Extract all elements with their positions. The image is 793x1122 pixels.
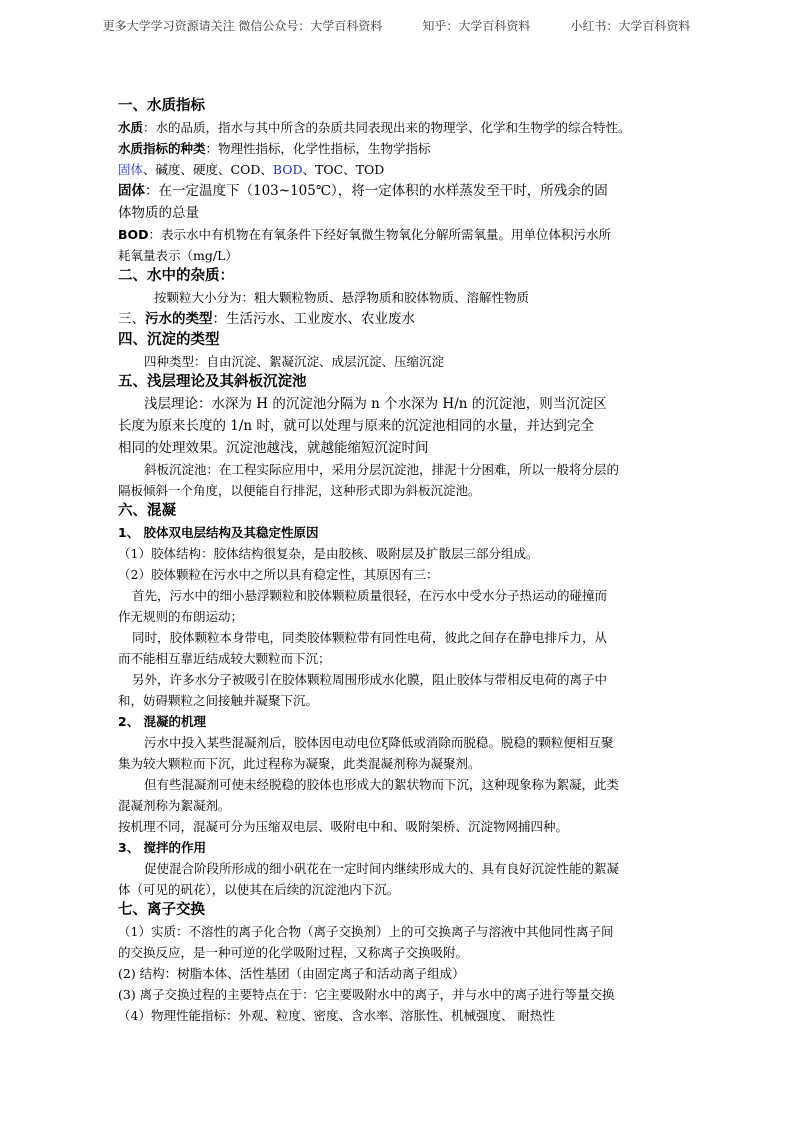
impurity-classification: 按颗粒大小分为：粗大颗粒物质、悬浮物质和胶体物质、溶解性物质 (154, 290, 530, 305)
section-5-title: 五、浅层理论及其斜板沉淀池 (118, 374, 307, 390)
section-2-title: 二、水中的杂质： (118, 268, 234, 284)
section-1-title: 一、水质指标 (118, 98, 205, 114)
solid-term: 固体 (118, 183, 145, 199)
indicator-types-term: 水质指标的种类 (118, 141, 206, 156)
document-body (118, 96, 678, 1026)
bod-def-1: ：表示水中有机物在有氧条件下经好氧微生物氧化分解所需氧量。用单位体积污水所 (148, 227, 612, 242)
reason-first-line-1: 首先，污水中的细小悬浮颗粒和胶体颗粒质量很轻，在污水中受水分子热运动的碰撞而 (132, 588, 608, 603)
stirring-line-2: 体（可见的矾花），以使其在后续的沉淀池内下沉。 (118, 882, 400, 897)
colloid-structure: （1）胶体结构：胶体结构很复杂，是由胶核、吸附层及扩散层三部分组成。 (118, 546, 539, 561)
bod-def-line-2: 耗氧量表示（mg/L） (118, 248, 238, 263)
subsection-6-1-title: 1、 胶体双电层结构及其稳定性原因 (118, 525, 319, 540)
ion-exchange-essence-line-1: （1）实质：不溶性的离子化合物（离子交换剂）上的可交换离子与溶液中其他同性离子间 (118, 924, 614, 939)
inclined-plate-line-1: 斜板沉淀池：在工程实际应用中，采用分层沉淀池，排泥十分困难，所以一般将分层的 (144, 462, 620, 477)
water-quality-def: ：水的品质，指水与其中所含的杂质共同表现出来的物理学、化学和生物学的综合特性。 (143, 120, 631, 135)
water-quality-term: 水质 (118, 120, 144, 135)
water-quality-line (118, 117, 678, 138)
indicator-types-line (118, 138, 678, 159)
mechanism-line-2: 集为较大颗粒而下沉，此过程称为凝聚，此类混凝剂称为凝聚剂。 (118, 756, 481, 771)
reason-second-line-1: 同时，胶体颗粒本身带电，同类胶体颗粒带有同性电荷，彼此之间存在静电排斥力，从 (132, 630, 608, 645)
flocculation-line-1: 但有些混凝剂可使未经脱稳的胶体也形成大的絮状物而下沉，这种现象称为絮凝，此类 (144, 777, 620, 792)
indicator-solid: 固体 (118, 162, 144, 177)
header-xiaohongshu: 小红书：大学百科资料 (570, 19, 691, 33)
ion-exchange-physical-properties: （4）物理性能指标：外观、粒度、密度、含水率、溶胀性、机械强度、 耐热性 (118, 1008, 555, 1023)
shallow-theory-line-3: 相同的处理效果。沉淀池越浅，就越能缩短沉淀时间 (118, 440, 429, 456)
reason-second-line-2: 而不能相互靠近结成较大颗粒而下沉； (118, 651, 331, 666)
indicator-list-mid: 、碱度、硬度、COD、 (143, 162, 273, 177)
section-6-title: 六、混凝 (118, 503, 176, 519)
section-7-title: 七、离子交换 (118, 902, 205, 918)
ion-exchange-features: (3) 离子交换过程的主要特点在于：它主要吸附水中的离子，并与水中的离子进行等量交换 (118, 987, 615, 1002)
colloid-stability-intro: （2）胶体颗粒在污水中之所以具有稳定性，其原因有三： (118, 567, 439, 582)
section-3-line (118, 308, 678, 330)
shallow-theory-line-1: 浅层理论：水深为 H 的沉淀池分隔为 n 个水深为 H/n 的沉淀池，则当沉淀区 (144, 396, 607, 412)
solid-def-line-2: 体物质的总量 (118, 205, 199, 221)
shallow-theory-line-2: 长度为原来长度的 1/n 时，就可以处理与原来的沉淀池相同的水量，并达到完全 (118, 418, 594, 434)
subsection-6-3-title: 3、 搅拌的作用 (118, 840, 207, 855)
indicator-list-line (118, 159, 678, 180)
ion-exchange-essence-line-2: 的交换反应，是一种可逆的化学吸附过程，又称离子交换吸附。 (118, 945, 469, 960)
page-header (0, 17, 793, 34)
solid-def-line-1 (118, 180, 678, 202)
sedimentation-types: 四种类型：自由沉淀、絮凝沉淀、成层沉淀、压缩沉淀 (144, 354, 445, 369)
solid-def-1: ：在一定温度下（103~105℃），将一定体积的水样蒸发至干时，所残余的固 (145, 183, 608, 199)
indicator-types-def: ：物理性指标，化学性指标，生物学指标 (205, 141, 431, 156)
coagulation-classification: 按机理不同，混凝可分为压缩双电层、吸附电中和、吸附架桥、沉淀物网捕四种。 (118, 819, 569, 834)
reason-third-line-2: 和，妨碍颗粒之间接触并凝聚下沉。 (118, 693, 319, 708)
reason-third-line-1: 另外，许多水分子被吸引在胶体颗粒周围形成水化膜，阻止胶体与带相反电荷的离子中 (132, 672, 608, 687)
inclined-plate-line-2: 隔板倾斜一个角度，以便能自行排泥，这种形式即为斜板沉淀池。 (118, 483, 481, 498)
subsection-6-2-title: 2、 混凝的机理 (118, 714, 207, 729)
mechanism-line-1: 污水中投入某些混凝剂后，胶体因电动电位ξ降低或消除而脱稳。脱稳的颗粒便相互聚 (144, 735, 614, 750)
indicator-bod: BOD (272, 162, 303, 177)
reason-first-line-2: 作无规则的布朗运动； (118, 609, 244, 624)
section-4-title: 四、沉淀的类型 (118, 332, 220, 348)
bod-term: BOD (118, 227, 149, 242)
ion-exchange-structure: (2) 结构：树脂本体、活性基团（由固定离子和活动离子组成） (118, 966, 465, 981)
section-3-text: ：生活污水、工业废水、农业废水 (212, 311, 415, 327)
section-3-title: 污水的类型 (145, 311, 213, 327)
indicator-list-end: 、TOC、TOD (302, 162, 385, 177)
bod-def-line-1 (118, 224, 678, 245)
section-3-prefix: 三、 (118, 311, 145, 327)
header-zhihu: 知乎：大学百科资料 (422, 19, 531, 33)
flocculation-line-2: 混凝剂称为絮凝剂。 (118, 798, 231, 813)
header-wechat: 更多大学学习资源请关注 微信公众号：大学百科资料 (102, 19, 383, 33)
stirring-line-1: 促使混合阶段所形成的细小矾花在一定时间内继续形成大的、具有良好沉淀性能的絮凝 (144, 861, 620, 876)
